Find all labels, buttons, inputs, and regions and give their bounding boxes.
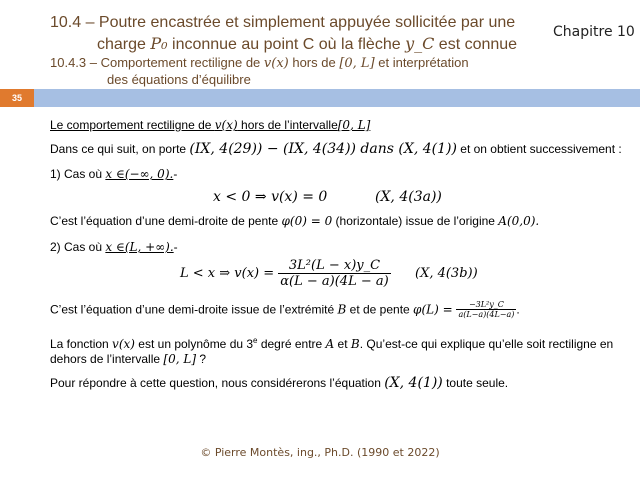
subtitle-line-2: des équations d’équilibre — [107, 72, 251, 87]
p3-text: C’est l’équation d’une demi-droite issue de l’extrémité — [50, 302, 338, 317]
subtitle-text: 10.4.3 – Comportement rectiligne de — [50, 55, 264, 70]
p4-math-a: A — [325, 337, 335, 351]
p1-text: et on obtient successivement : — [456, 142, 622, 156]
p4-math-vx: v(x) — [112, 337, 135, 351]
heading-math-interval: [0, L] — [337, 118, 371, 132]
heading-text: hors de l’intervalle — [237, 118, 338, 132]
p3-end: . — [516, 302, 520, 317]
subtitle-line-1 — [50, 55, 469, 71]
p2-math-origin: A(0,0). — [498, 214, 540, 228]
header-bar — [34, 89, 640, 107]
subtitle-text: hors de — [288, 55, 340, 70]
case-2-label — [50, 240, 178, 254]
p3-math-phi: φ(L) = — [413, 302, 457, 317]
case2-math: x ∈(L, +∞). — [105, 240, 174, 254]
p4-math-b: B — [350, 337, 360, 351]
heading-text: Le comportement rectiligne de — [50, 118, 215, 132]
p5-text: toute seule. — [442, 376, 509, 390]
equation-2-ref: (X, 4(3b)) — [415, 266, 478, 281]
equation-2 — [180, 258, 391, 289]
p4-math-interval: [0, L] — [163, 352, 197, 366]
case1-math: x ∈(−∞, 0). — [105, 167, 174, 181]
p4-text: . Qu’est-ce qui explique qu’elle soit rectiligne en — [359, 337, 614, 351]
case2-dash: - — [173, 240, 178, 254]
p3-fraction — [456, 300, 516, 319]
eq2-denominator: α(L − a)(4L − a) — [280, 274, 389, 289]
case1-text: 1) Cas où — [50, 167, 106, 181]
p4-text: degré entre — [257, 337, 326, 351]
title-text: inconnue au point C où la flèche — [167, 36, 406, 53]
p5-math: (X, 4(1)) — [384, 375, 443, 391]
paragraph-4-line-2 — [50, 352, 206, 366]
p2-text: C’est l’équation d’une demi-droite de pente — [50, 214, 282, 228]
paragraph-2 — [50, 214, 539, 228]
p3-denominator: a(L−a)(4L−a) — [458, 310, 515, 319]
chapter-label: Chapitre 10 — [553, 24, 635, 40]
subtitle-math-vx: v(x) — [263, 56, 289, 71]
title-text: est connue — [434, 36, 518, 53]
case-1-label — [50, 167, 177, 181]
case1-dash: - — [173, 167, 178, 181]
paragraph-4-line-1 — [50, 336, 613, 351]
eq2-fraction — [278, 258, 390, 289]
heading-math-vx: v(x) — [214, 118, 238, 132]
paragraph-3 — [50, 300, 520, 319]
title-line-2 — [97, 34, 517, 54]
p1-math: (IX, 4(29)) − (IX, 4(34)) dans (X, 4(1)) — [189, 141, 457, 157]
title-math-yc: y_C — [405, 34, 435, 53]
eq2-lhs: L < x ⇒ v(x) = — [180, 266, 279, 281]
equation-1: x < 0 ⇒ v(x) = 0 — [213, 189, 328, 205]
p1-text: Dans ce qui suit, on porte — [50, 142, 190, 156]
paragraph-1 — [50, 141, 622, 157]
p4-text: La fonction — [50, 337, 113, 351]
p2-text: (horizontale) issue de l’origine — [332, 214, 499, 228]
title-math-p0: P₀ — [150, 34, 168, 53]
p4-text: et — [334, 337, 351, 351]
section-heading — [50, 118, 370, 132]
paragraph-5 — [50, 375, 508, 391]
p4-text: dehors de l’intervalle — [50, 352, 164, 366]
p3-numerator: −3L²y_C — [456, 300, 516, 310]
title-line-1: 10.4 – Poutre encastrée et simplement appuyée sollicitée par une — [50, 14, 516, 31]
p3-text: et de pente — [346, 302, 414, 317]
title-text: charge — [97, 36, 151, 53]
subtitle-text: et interprétation — [374, 55, 469, 70]
p4-sup: e — [253, 336, 258, 345]
footer-copyright: © Pierre Montès, ing., Ph.D. (1990 et 2022) — [200, 446, 440, 459]
p4-text: est un polynôme du 3 — [134, 337, 254, 351]
p5-text: Pour répondre à cette question, nous considérerons l’équation — [50, 376, 385, 390]
p4-text: ? — [196, 352, 207, 366]
case2-text: 2) Cas où — [50, 240, 106, 254]
eq2-numerator: 3L²(L − x)y_C — [278, 258, 390, 274]
equation-1-ref: (X, 4(3a)) — [375, 189, 442, 205]
slide-number-badge: 35 — [0, 89, 34, 107]
subtitle-math-interval: [0, L] — [339, 56, 375, 71]
p2-math: φ(0) = 0 — [281, 214, 333, 228]
p3-math-b: B — [337, 302, 347, 317]
